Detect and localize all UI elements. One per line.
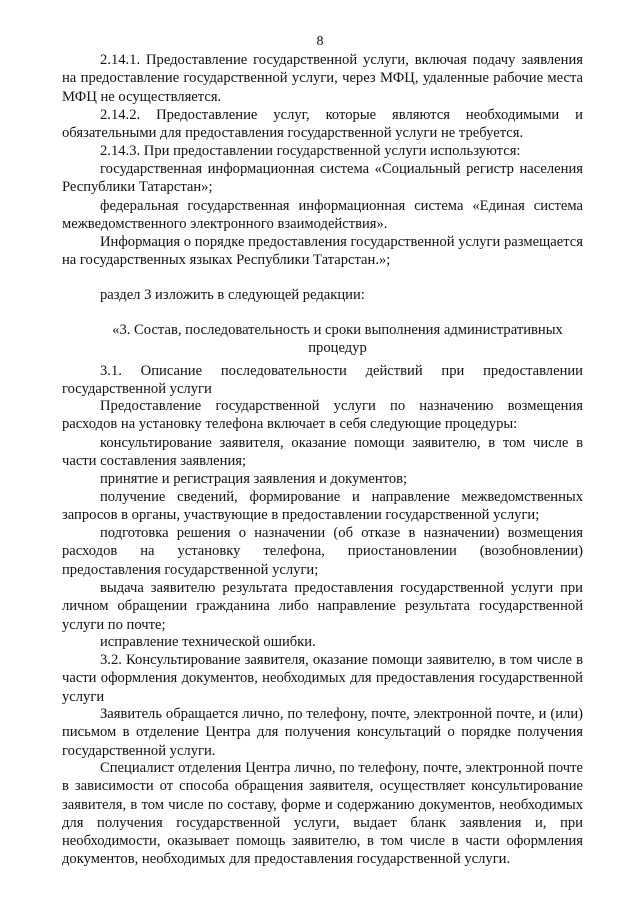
- paragraph-3-1: 3.1. Описание последовательности действий при предоставлении государственной услуги: [62, 363, 583, 398]
- paragraph-3-2: 3.2. Консультирование заявителя, оказание помощи заявителю, в том числе в части оформления документов, необходимых для предоставления государственной услуги: [62, 652, 583, 705]
- paragraph-procedures-intro: Предоставление государственной услуги по назначению возмещения расходов на установку телефона включает в себя следующие процедуры:: [62, 398, 583, 433]
- paragraph-result-issuance: выдача заявителю результата предоставления государственной услуги при личном обращении гражданина либо направление результата государственной услуги по почте;: [62, 580, 583, 633]
- paragraph-social-register: государственная информационная система «Социальный регистр населения Республики Татарстан»;: [62, 161, 583, 196]
- paragraph-decision: подготовка решения о назначении (об отказе в назначении) возмещения расходов на установку телефона, приостановлении (возобновлении) предоставления государственной услуги;: [62, 525, 583, 578]
- page-number: 8: [316, 34, 324, 49]
- paragraph-specialist-consulting: Специалист отделения Центра лично, по телефону, почте, электронной почте в зависимости от способа обращения заявителя, осуществляет консультирование заявителя, в том числе по составу, форме и содержанию документов, необходимых для получения государственной услуги, выдает бланк заявления и, при необходимости, оказывает помощь заявителю, в том числе в части оформления документов, необходимых для предоставления государственной услуги.: [62, 760, 583, 868]
- paragraph-error-correction: исправление технической ошибки.: [100, 634, 316, 650]
- paragraph-languages-info: Информация о порядке предоставления государственной услуги размещается на государственных языках Республики Татарстан.»;: [62, 234, 583, 269]
- paragraph-smev: федеральная государственная информационная система «Единая система межведомственного электронного взаимодействия».: [62, 198, 583, 233]
- paragraph-2-14-2: 2.14.2. Предоставление услуг, которые являются необходимыми и обязательными для предоставления государственной услуги не требуется.: [62, 107, 583, 142]
- section-3-heading: «3. Состав, последовательность и сроки выполнения административных процедур: [112, 322, 563, 357]
- paragraph-interagency-requests: получение сведений, формирование и направление межведомственных запросов в органы, участвующие в предоставлении государственной услуги;: [62, 489, 583, 524]
- paragraph-consulting: консультирование заявителя, оказание помощи заявителю, в том числе в части составления заявления;: [62, 435, 583, 470]
- paragraph-section-3-intro: раздел 3 изложить в следующей редакции:: [100, 287, 365, 303]
- paragraph-2-14-3: 2.14.3. При предоставлении государственной услуги используются:: [100, 143, 521, 159]
- paragraph-applicant-applies: Заявитель обращается лично, по телефону, почте, электронной почте, и (или) письмом в отделение Центра для получения консультаций о порядке получения государственной услуги.: [62, 706, 583, 759]
- paragraph-registration: принятие и регистрация заявления и документов;: [100, 471, 408, 487]
- paragraph-2-14-1: 2.14.1. Предоставление государственной услуги, включая подачу заявления на предоставление государственной услуги, через МФЦ, удаленные рабочие места МФЦ не осуществляется.: [62, 52, 583, 105]
